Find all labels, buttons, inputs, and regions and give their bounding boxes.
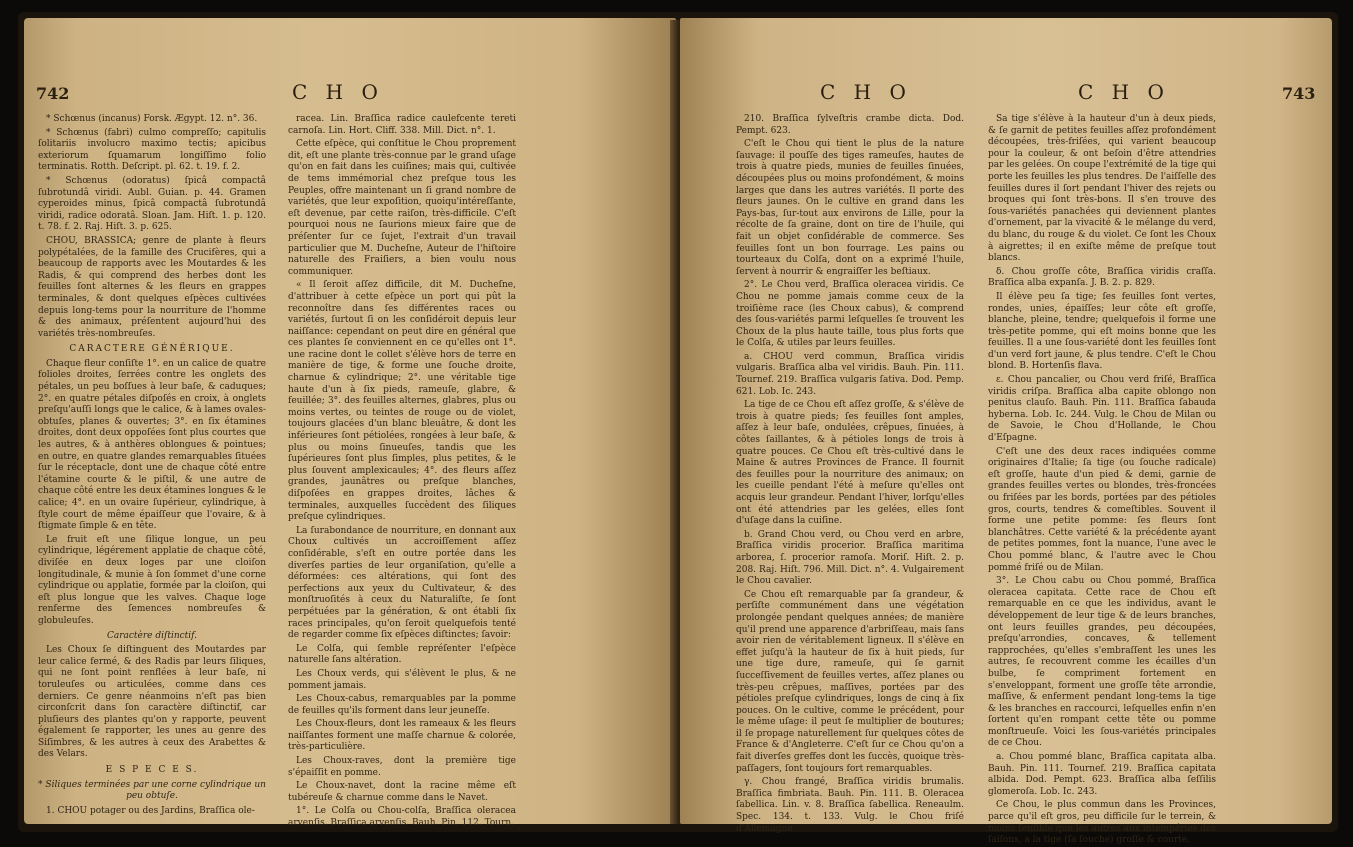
paragraph: * Schœnus (odoratus) ſpicâ compactâ ſubrotundâ viridi. Aubl. Guian. p. 44. Gramen cyperoides minus, ſpicâ compactâ ſubrotundâ viridi, radice odoratâ. Sloan. Jam. Hiſt. 1. p. 120. t. 78. f. 2. Raj. Hiſt. 3. p. 625. — [38, 175, 266, 233]
paragraph: δ. Chou groſſe côte, Braſſica viridis craſſa. Braſſica alba expanſa. J. B. 2. p. 829. — [988, 266, 1216, 289]
paragraph: Les Choux verds, qui s'élèvent le plus, & ne pomment jamais. — [288, 668, 516, 691]
column-2 — [288, 114, 516, 829]
paragraph: Les Choux-raves, dont la première tige s'épaiſſit en pomme. — [288, 756, 516, 778]
paragraph: Sa tige s'élève à la hauteur d'un à deux pieds, & ſe garnit de petites feuilles aſſez profondément découpées, très-friſées, qui varient beaucoup pour la couleur, & ont beſoin d'être attendries par les gelées. On coupe l'extrémité de la tige qui porte les feuilles les plus tendres. De l'aiſſelle des feuilles dures il ſort pendant l'hiver des rejets ou broques qui ſont très-bons. Il s'en trouve des ſous-variétés panachées qui deviennent plantes d'ornement, par la vivacité & le mélange du verd, du blanc, du rouge & du violet. Ce ſont les Choux à aigrettes; il en exiſte même de preſque tout blancs. — [988, 114, 1216, 264]
paragraph: 3°. Le Chou cabu ou Chou pommé, Braſſica oleracea capitata. Cette race de Chou eſt remarquable en ce que les individus, avant le développement de leur tige & de leurs branches, ont leurs feuilles grandes, peu découpées, preſqu'arrondies, concaves, & tellement rapprochées, qu'elles s'embraſſent les unes les autres, ſe recouvrent comme les écailles d'un bulbe, ſe compriment fortement en s'enveloppant, forment une groſſe tête arrondie, maſſive, & enferment pendant long-tems la tige & les branches en raccourci, leſquelles enfin n'en ſortent qu'en rompant cette tête ou pomme monſtrueuſe. Voici les ſous-variétés principales de ce Chou. — [988, 576, 1216, 749]
paragraph: 2°. Le Chou verd, Braſſica oleracea viridis. Ce Chou ne pomme jamais comme ceux de la troiſième race (les Choux cabus), & comprend des ſous-variétés parmi leſquelles ſe trouvent les Choux de la plus haute taille, tous plus forts que le Colſa, & utiles par leurs feuilles. — [736, 280, 964, 349]
column-1 — [38, 114, 266, 816]
paragraph: Le fruit eſt une ſilique longue, un peu cylindrique, légérement applatie de chaque côté, diviſée en deux loges par une cloiſon longitudinale, & munie à ſon ſommet d'une corne cylindrique ou applatie, formée par la cloiſon, qui eſt plus longue que les valves. Chaque loge renferme des ſemences nombreuſes & globuleuſes. — [38, 534, 266, 626]
paragraph: γ. Chou frangé, Braſſica viridis brumalis. Braſſica fimbriata. Bauh. Pin. 111. B. Oleracea ſabellica. Lin. v. 8. Braſſica ſabellica. Reneaulm. Spec. 134. t. 133. Vulg. le Chou friſé d'Allemagne. — [736, 777, 964, 834]
column-3 — [736, 114, 964, 834]
paragraph: Les Choux-fleurs, dont les rameaux & les fleurs naiſſantes forment une maſſe charnue & colorée, très-particulière. — [288, 719, 516, 753]
paragraph: Ce Chou eſt remarquable par ſa grandeur, & perſiſte communément dans une végétation prolongée pendant quelques années; de manière qu'il prend une apparence d'arbriſſeau, mais ſans avoir rien de véritablement ligneux. Il s'élève en effet juſqu'à la hauteur de ſix à huit pieds, ſur une tige dure, rameuſe, qui ſe garnit ſucceſſivement de feuilles vertes, aſſez planes ou très-peu crêpues, maſſives, portées par des pétioles preſque cylindriques, longs de cinq à ſix pouces. On le cultive, comme le précédent, pour le même uſage: il peut ſe multiplier de boutures; il ſe propage naturellement ſur quelques côtes de France & d'Angleterre. C'eſt ſur ce Chou qu'on a fait diverſes greffes dont les ſuccès, quoique très-paſſagers, ſont toujours fort remarquables. — [736, 589, 964, 774]
column-4 — [988, 114, 1216, 846]
paragraph: 210. Braſſica ſylveſtris crambe dicta. Dod. Pempt. 623. — [736, 114, 964, 136]
left-page — [24, 18, 676, 829]
page-number: 742 — [36, 84, 70, 103]
paragraph: Les Choux ſe diſtinguent des Moutardes par leur calice fermé, & des Radis par leurs ſiliques, qui ne ſont point renflées à leur baſe, ni toruleuſes ou articulées, comme dans ces derniers. Ce genre néanmoins n'eſt pas bien circonſcrit dans ſon caractère diſtinctif, car pluſieurs des plantes qu'on y rapporte, peuvent également ſe rapporter, les unes au genre des Siſimbres, & les autres à ceux des Arabettes & des Velars. — [38, 645, 266, 760]
paragraph: Ce Chou, le plus commun dans les Provinces, parce qu'il eſt gros, peu difficile ſur le terrein, & moins ſenſible que les autres aux intempéries des ſaiſons, a la tige (ſa ſouche) groſſe & courte, — [988, 800, 1216, 846]
running-header-left: C H O — [820, 80, 912, 104]
paragraph: Chaque fleur conſiſte 1°. en un calice de quatre folioles droites, ſerrées contre les onglets des pétales, un peu boſſues à leur baſe, & caduques; 2°. en quatre pétales diſpoſés en croix, à onglets preſqu'auſſi longs que le calice, & à lames ovales-obtuſes, planes & ouvertes; 3°. en ſix étamines droites, dont deux oppoſées ſont plus courtes que les autres, & à anthères oblongues & pointues; en outre, en quatre glandes remarquables ſituées ſur le réceptacle, dont une de chaque côté entre l'étamine courte & le piſtil, & une autre de chaque côté entre les deux étamines longues & le calice; 4°. en un ovaire ſupérieur, cylindrique, à ſtyle court de même épaiſſeur que l'ovaire, & à ſtigmate ſimple & en tête. — [38, 358, 266, 532]
paragraph: * Siliques terminées par une corne cylindrique un peu obtuſe. — [38, 779, 266, 802]
paragraph: La ſurabondance de nourriture, en donnant aux Choux cultivés un accroiſſement aſſez conſidérable, s'eſt en outre portée dans les diverſes parties de leur organiſation, qu'elle a déformées: ces altérations, qui ſont des perfections aux yeux du Cultivateur, & des monſtruoſités à ceux du Naturaliſte, ſe ſont perpétuées par la génération, & ont établi ſix races principales, qu'on ſeroit quelquefois tenté de regarder comme ſix eſpèces diſtinctes; ſavoir: — [288, 525, 516, 641]
right-page — [680, 18, 1332, 846]
paragraph: CHOU, BRASSICA; genre de plante à fleurs polypétalées, de la famille des Crucifères, qui a beaucoup de rapports avec les Moutardes & les Radis, & qui comprend des herbes dont les feuilles ſont alternes & les fleurs en grappes terminales, & dont quelques eſpèces cultivées depuis long-tems pour la nourriture de l'homme & des animaux, préſentent aujourd'hui des variétés très-nombreuſes. — [38, 235, 266, 339]
paragraph: Le Colſa, qui ſemble repréſenter l'eſpèce naturelle ſans altération. — [288, 643, 516, 666]
paragraph: 1. CHOU potager ou des Jardins, Braſſica ole- — [46, 805, 255, 816]
paragraph: a. CHOU verd commun, Braſſica viridis vulgaris. Braſſica alba vel viridis. Bauh. Pin. 111. Tournef. 219. Braſſica vulgaris ſativa. Dod. Pemp. 621. Lob. Ic. 243. — [736, 351, 964, 397]
paragraph: Le Choux-navet, dont la racine même eſt tubéreuſe & charnue comme dans le Navet. — [288, 781, 516, 803]
running-header: C H O — [292, 80, 384, 104]
paragraph: Les Choux-cabus, remarquables par la pomme de feuilles qu'ils forment dans leur jeuneſſe. — [288, 694, 516, 716]
paragraph: * Schœnus (incanus) Forsk. Ægypt. 12. n°. 36. — [46, 114, 258, 124]
paragraph: E S P E C E S. — [105, 765, 199, 776]
paragraph: b. Grand Chou verd, ou Chou verd en arbre, Braſſica viridis procerior. Braſſica maritima arborea, ſ. procerior ramoſa. Moriſ. Hiſt. 2. p. 208. Raj. Hiſt. 796. Mill. Dict. n°. 4. Vulgairement le Chou cavalier. — [736, 529, 964, 587]
paragraph: ε. Chou pancalier, ou Chou verd friſé, Braſſica viridis criſpa. Braſſica alba capite oblongo non penitus clauſo. Bauh. Pin. 111. Braſſica ſabauda hyberna. Lob. Ic. 244. Vulg. le Chou de Milan ou de Savoie, le Chou d'Hollande, le Chou d'Eſpagne. — [988, 375, 1216, 444]
paragraph: C'eſt le Chou qui tient le plus de la nature ſauvage: il pouſſe des tiges rameuſes, hautes de trois à quatre pieds, munies de feuilles ſinuées, découpées plus ou moins profondément, & moins larges que dans les autres variétés. Il porte des fleurs jaunes. On le cultive en grand dans les Pays-bas, ſur-tout aux environs de Lille, pour la récolte de ſa graine, dont on tire de l'huile, qui fait un objet conſidérable de commerce. Ses feuilles ſont un bon fourrage. Les pains ou tourteaux du Colſa, dont on a exprimé l'huile, ſervent à nourrir & engraiſſer les beſtiaux. — [736, 139, 964, 277]
paragraph: « Il ſeroit aſſez difficile, dit M. Ducheſne, d'attribuer à cette eſpèce un port qui pût la reconnoître dans ſes différentes races ou variétés, ſurtout ſi on les conſidéroit depuis leur naiſſance: cependant on peut dire en général que ces plantes ſe conviennent en ce qu'elles ont 1°. une racine dont le collet s'élève hors de terre en manière de tige, & forme une ſouche droite, charnue & cylindrique; 2°. une véritable tige haute d'un à ſix pieds, rameuſe, glabre, & feuillée; 3°. des feuilles alternes, glabres, plus ou moins vertes, ou teintes de rouge ou de violet, toujours glacées d'un blanc bleuâtre, & dont les inférieures ſont pétiolées, rongées à leur baſe, & plus ou moins ſinueuſes, tandis que les ſupérieures ſont plus ſimples, plus petites, & le plus ſouvent amplexicaules; 4°. des fleurs aſſez grandes, jaunâtres ou preſque blanches, diſpoſées en grappes droites, lâches & terminales, auxquelles ſuccèdent des ſiliques preſque cylindriques. — [288, 280, 516, 523]
open-book — [18, 12, 1338, 846]
paragraph: 1°. Le Colſa ou Chou-colſa, Braſſica oleracea arvenſis. Braſſica arvenſis. Bauh. Pin. 112. Tourn. — [288, 806, 516, 829]
paragraph: Il élève peu ſa tige; ſes feuilles ſont vertes, rondes, unies, épaiſſes; leur côte eſt groſſe, blanche, pleine, tendre; quelquefois il forme une très-petite pomme, qui eſt moins bonne que les feuilles. Il a une ſous-variété dont les feuilles ſont d'un verd fort jaune, & plus tendre. C'eſt le Chou blond. B. Hortenſis flava. — [988, 291, 1216, 372]
running-header-right: C H O — [1078, 80, 1170, 104]
paragraph: Caractère diſtinctif. — [106, 630, 198, 641]
paragraph: racea. Lin. Braſſica radice caulefcente tereti carnoſa. Lin. Hort. Cliff. 338. Mill. Dict. n°. 1. — [288, 114, 516, 136]
paragraph: * Schœnus (fabri) culmo compreſſo; capitulis ſolitariis involucro maximo tectis; apicibus exteriorum ſquamarum longiſſimo folio terminatis. Rotth. Deſcript. pl. 62. t. 19. f. 2. — [38, 127, 266, 173]
page-number: 743 — [1282, 84, 1316, 103]
paragraph: CARACTERE GÉNÉRIQUE. — [69, 344, 235, 355]
paragraph: C'eſt une des deux races indiquées comme originaires d'Italie; ſa tige (ou ſouche radicale) eſt groſſe, haute d'un pied & demi, garnie de grandes feuilles vertes ou blondes, très-froncées ou friſées par les bords, portées par des pétioles gros, courts, tendres & comeſtibles. Souvent il forme une petite pomme: ſes fleurs ſont blanchâtres. Cette variété & la précédente ayant de petites pommes, font la nuance, l'une avec le Chou pommé blanc, & l'autre avec le Chou pommé friſé ou de Milan. — [988, 446, 1216, 573]
paragraph: La tige de ce Chou eſt aſſez groſſe, & s'élève de trois à quatre pieds; ſes feuilles ſont amples, aſſez à leur baſe, ondulées, crêpues, ſinuées, à côtes ſaillantes, & à pétioles longs de trois à quatre pouces. Ce Chou eſt très-cultivé dans le Maine & autres Provinces de France. Il fournit des feuilles pour la nourriture des animaux; on les cueille pendant l'été à meſure qu'elles ont acquis leur grandeur. Pendant l'hiver, lorſqu'elles ont été attendries par les gelées, elles ſont d'uſage dans la cuiſine. — [736, 400, 964, 527]
paragraph: Cette eſpèce, qui conſtitue le Chou proprement dit, eſt une plante très-connue par le grand uſage qu'on en fait dans les cuiſines; mais qui, cultivée de tems immémorial chez preſque tous les Peuples, offre maintenant un ſi grand nombre de variétés, que leur expoſition, quoiqu'intéreſſante, eſt devenue, par cette raiſon, très-difficile. C'eſt pourquoi nous ne ſaurions mieux faire que de préſenter ſur ce ſujet, l'extrait d'un travail particulier que M. Ducheſne, Auteur de l'hiſtoire naturelle des Fraiſiers, a bien voulu nous communiquer. — [288, 139, 516, 277]
paragraph: a. Chou pommé blanc, Braſſica capitata alba. Bauh. Pin. 111. Tournef. 219. Braſſica capitata albida. Dod. Pempt. 623. Braſſica alba ſeſſilis glomeroſa. Lob. Ic. 243. — [988, 752, 1216, 797]
